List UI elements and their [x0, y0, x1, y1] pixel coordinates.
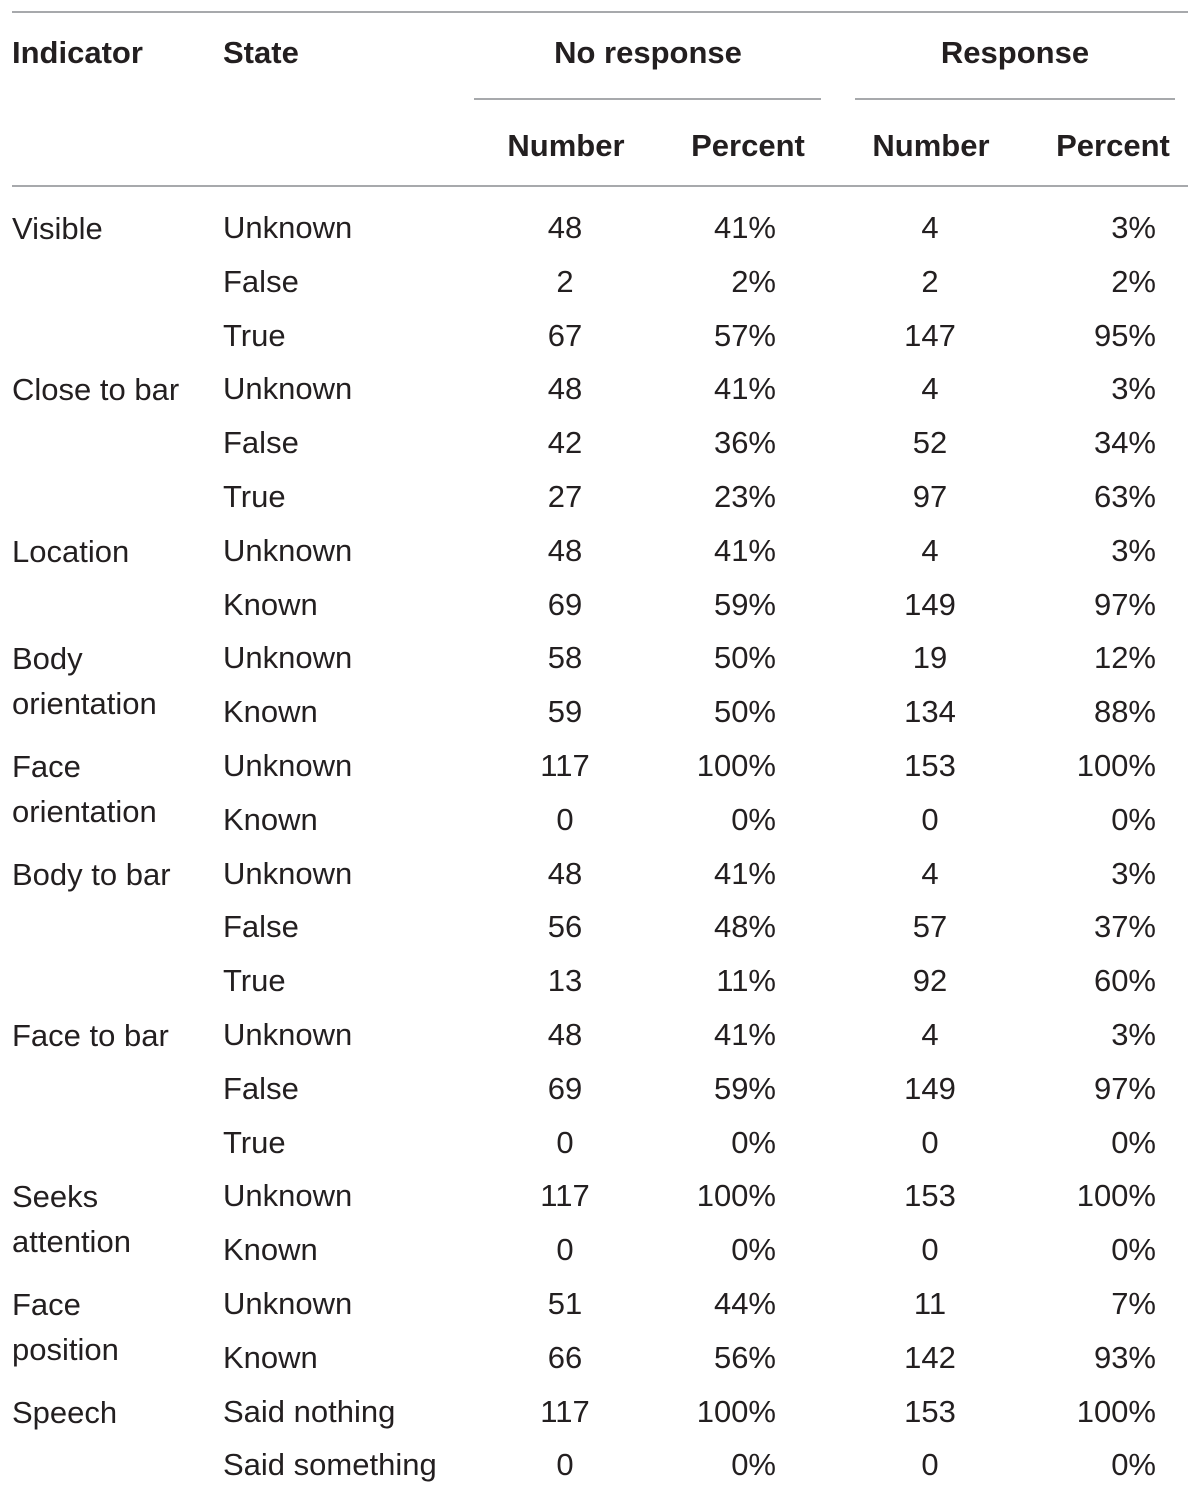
response-percent-cell: 3%: [1111, 1017, 1156, 1052]
response-percent-cell: 0%: [1111, 1124, 1156, 1160]
no-response-percent-cell: 41%: [713, 532, 776, 568]
response-number-cell: 0: [921, 1232, 939, 1268]
no-response-number-cell: 51: [547, 1286, 583, 1321]
state-cell: Known: [223, 1339, 318, 1375]
no-response-number-cell: 67: [547, 317, 583, 353]
state-cell: Unknown: [223, 210, 353, 245]
no-response-number-cell: 2: [556, 263, 574, 299]
no-response-percent-cell: 57%: [713, 317, 776, 353]
header-response: Response: [940, 35, 1090, 70]
no-response-number-cell: 0: [556, 1232, 574, 1268]
response-percent-cell: 7%: [1111, 1286, 1156, 1321]
response-number-cell: 92: [912, 963, 948, 999]
state-cell: Known: [223, 1232, 318, 1268]
indicator-label: Seeks attention: [12, 1179, 131, 1260]
no-response-number-cell: 117: [540, 1393, 590, 1429]
no-response-number-cell: 42: [547, 425, 583, 461]
indicator-label: Body to bar: [12, 856, 171, 892]
state-cell: Known: [223, 694, 318, 730]
response-percent-cell: 34%: [1093, 425, 1156, 461]
no-response-number-cell: 59: [547, 694, 583, 730]
no-response-percent-cell: 41%: [713, 1017, 776, 1052]
response-number-cell: 4: [921, 210, 939, 245]
state-cell: Unknown: [223, 748, 353, 783]
response-number-cell: 4: [921, 371, 939, 407]
header-response-percent: Percent: [1056, 128, 1170, 163]
no-response-percent-cell: 2%: [731, 263, 776, 299]
response-percent-cell: 3%: [1111, 210, 1156, 245]
response-span-rule: [855, 98, 1175, 100]
no-response-number-cell: 69: [547, 586, 583, 622]
state-cell: Unknown: [223, 1178, 353, 1214]
state-cell: False: [223, 909, 299, 945]
indicator-label: Visible: [12, 211, 103, 246]
no-response-percent-cell: 56%: [713, 1339, 776, 1375]
no-response-number-cell: 117: [540, 1178, 590, 1214]
no-response-number-cell: 58: [547, 640, 583, 676]
response-percent-cell: 0%: [1111, 1232, 1156, 1268]
no-response-number-cell: 48: [547, 855, 583, 891]
no-response-percent-cell: 0%: [731, 1232, 776, 1268]
no-response-number-cell: 66: [547, 1339, 583, 1375]
indicator-label: Location: [12, 533, 130, 569]
no-response-percent-cell: 59%: [713, 1070, 776, 1106]
response-number-cell: 2: [921, 263, 939, 299]
no-response-number-cell: 117: [540, 748, 590, 783]
state-cell: Unknown: [223, 371, 353, 407]
no-response-percent-cell: 100%: [696, 1393, 776, 1429]
no-response-percent-cell: 0%: [731, 1124, 776, 1160]
response-percent-cell: 88%: [1093, 694, 1156, 730]
response-percent-cell: 3%: [1111, 855, 1156, 891]
response-number-cell: 142: [904, 1339, 956, 1375]
no-response-percent-cell: 41%: [713, 210, 776, 245]
indicator-label: Face position: [12, 1287, 119, 1367]
no-response-percent-cell: 100%: [696, 748, 776, 783]
header-bottom-rule: [12, 185, 1188, 187]
no-response-number-cell: 48: [547, 532, 583, 568]
indicator-label: Face to bar: [12, 1018, 169, 1053]
no-response-number-cell: 27: [547, 479, 583, 514]
no-response-number-cell: 48: [547, 371, 583, 407]
response-percent-cell: 95%: [1093, 317, 1156, 353]
no-response-number-cell: 69: [547, 1070, 583, 1106]
no-response-number-cell: 48: [547, 1017, 583, 1052]
no-response-number-cell: 0: [556, 1447, 574, 1483]
response-percent-cell: 12%: [1093, 640, 1156, 676]
state-cell: Unknown: [223, 1286, 353, 1321]
no-response-percent-cell: 36%: [713, 425, 776, 461]
no-response-span-rule: [474, 98, 821, 100]
response-number-cell: 153: [904, 748, 956, 783]
state-cell: False: [223, 1070, 299, 1106]
response-number-cell: 11: [913, 1286, 947, 1321]
state-cell: Unknown: [223, 855, 353, 891]
response-number-cell: 4: [921, 1017, 939, 1052]
no-response-percent-cell: 100%: [696, 1178, 776, 1214]
response-percent-cell: 60%: [1093, 963, 1156, 999]
no-response-percent-cell: 50%: [713, 694, 776, 730]
response-percent-cell: 3%: [1111, 371, 1156, 407]
response-number-cell: 149: [904, 586, 956, 622]
no-response-number-cell: 13: [547, 963, 583, 999]
response-percent-cell: 97%: [1093, 586, 1156, 622]
state-cell: True: [223, 317, 286, 353]
response-number-cell: 153: [904, 1178, 956, 1214]
response-number-cell: 52: [912, 425, 948, 461]
no-response-number-cell: 0: [556, 1124, 574, 1160]
state-cell: Known: [223, 586, 318, 622]
state-cell: Unknown: [223, 532, 353, 568]
header-response-number: Number: [872, 128, 990, 163]
top-rule: [12, 11, 1188, 13]
response-number-cell: 147: [904, 317, 956, 353]
response-percent-cell: 0%: [1111, 1447, 1156, 1483]
response-number-cell: 134: [904, 694, 956, 730]
response-percent-cell: 3%: [1111, 532, 1156, 568]
response-number-cell: 4: [921, 532, 939, 568]
header-indicator: Indicator: [12, 35, 143, 70]
header-no-response: No response: [554, 35, 742, 70]
response-number-cell: 0: [921, 1447, 939, 1483]
no-response-number-cell: 48: [547, 210, 583, 245]
state-cell: True: [223, 479, 286, 514]
response-percent-cell: 0%: [1111, 801, 1156, 837]
state-cell: False: [223, 263, 299, 299]
no-response-percent-cell: 41%: [713, 371, 776, 407]
state-cell: Known: [223, 801, 318, 837]
no-response-number-cell: 56: [547, 909, 583, 945]
header-state: State: [223, 35, 299, 70]
header-no-response-percent: Percent: [691, 128, 805, 163]
response-percent-cell: 100%: [1076, 748, 1156, 783]
state-cell: Said nothing: [223, 1393, 396, 1429]
response-number-cell: 57: [912, 909, 948, 945]
state-cell: False: [223, 425, 299, 461]
header-no-response-number: Number: [507, 128, 625, 163]
indicator-label: Speech: [12, 1394, 118, 1430]
response-number-cell: 97: [912, 479, 948, 514]
no-response-percent-cell: 0%: [731, 1447, 776, 1483]
response-number-cell: 0: [921, 801, 939, 837]
no-response-number-cell: 0: [556, 801, 574, 837]
response-percent-cell: 37%: [1093, 909, 1156, 945]
response-percent-cell: 93%: [1093, 1339, 1156, 1375]
response-percent-cell: 100%: [1076, 1178, 1156, 1214]
response-percent-cell: 2%: [1111, 263, 1156, 299]
response-number-cell: 4: [921, 855, 939, 891]
no-response-percent-cell: 23%: [713, 479, 776, 514]
no-response-percent-cell: 41%: [713, 855, 776, 891]
state-cell: True: [223, 963, 286, 999]
response-percent-cell: 100%: [1076, 1393, 1156, 1429]
state-cell: True: [223, 1124, 286, 1160]
no-response-percent-cell: 44%: [713, 1286, 776, 1321]
response-number-cell: 149: [904, 1070, 956, 1106]
response-number-cell: 19: [912, 640, 948, 676]
indicator-label: Close to bar: [12, 372, 180, 408]
no-response-percent-cell: 59%: [713, 586, 776, 622]
indicator-label: Face orientation: [12, 749, 157, 829]
response-percent-cell: 97%: [1093, 1070, 1156, 1106]
no-response-percent-cell: 11%: [716, 963, 776, 999]
response-number-cell: 0: [921, 1124, 939, 1160]
no-response-percent-cell: 50%: [713, 640, 776, 676]
state-cell: Unknown: [223, 640, 353, 676]
response-percent-cell: 63%: [1093, 479, 1156, 514]
no-response-percent-cell: 0%: [731, 801, 776, 837]
no-response-percent-cell: 48%: [713, 909, 776, 945]
state-cell: Said something: [223, 1447, 437, 1483]
state-cell: Unknown: [223, 1017, 353, 1052]
response-number-cell: 153: [904, 1393, 956, 1429]
indicator-label: Body orientation: [12, 641, 157, 722]
